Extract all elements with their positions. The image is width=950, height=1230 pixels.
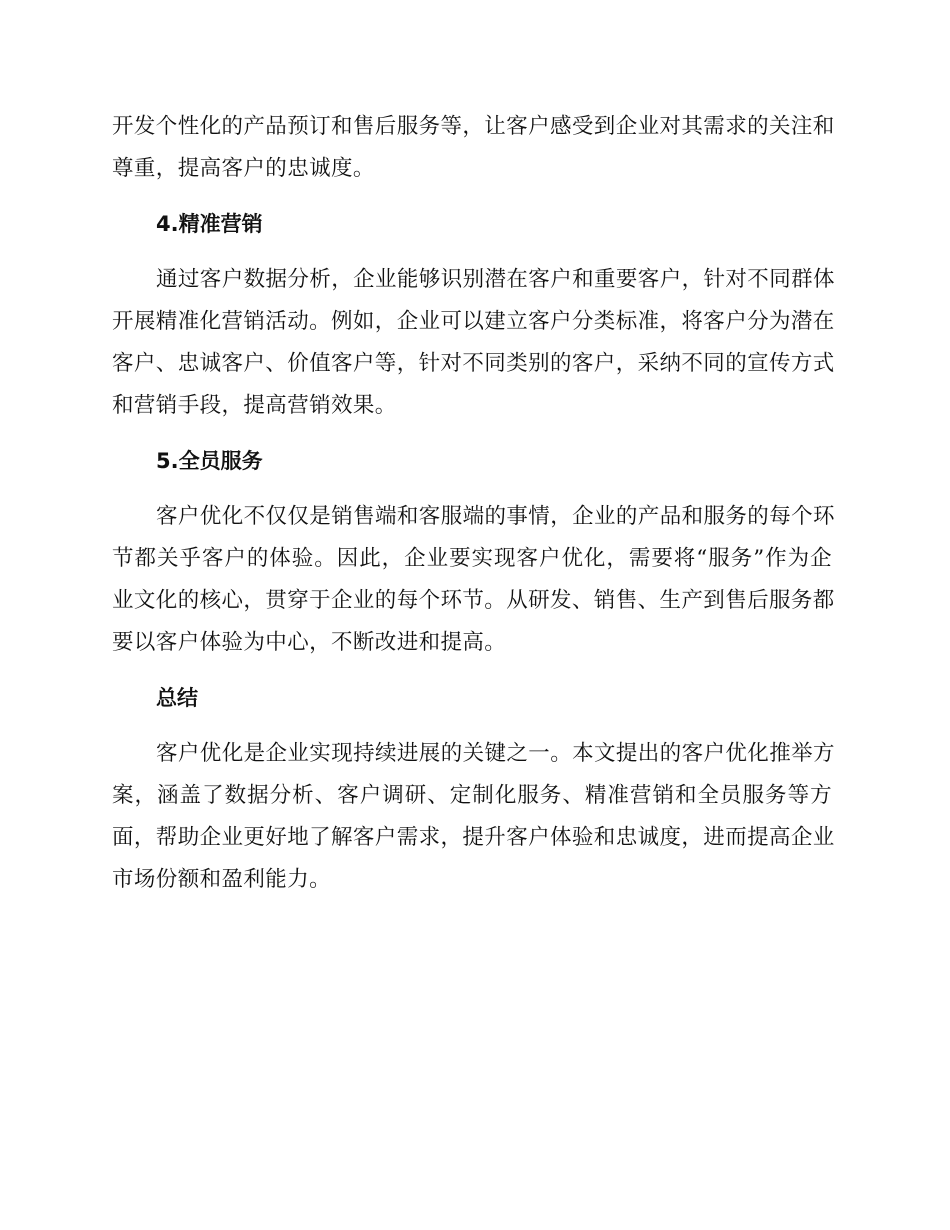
section-heading-summary: 总结 — [156, 686, 198, 710]
section-heading-precision-marketing: 4.精准营销 — [156, 212, 263, 236]
paragraph-line: 业文化的核心，贯穿于企业的每个环节。从研发、销售、生产到售后服务都 — [112, 588, 835, 613]
paragraph-line: 面，帮助企业更好地了解客户需求，提升客户体验和忠诚度，进而提高企业 — [112, 825, 835, 850]
paragraph-line: 开展精准化营销活动。例如，企业可以建立客户分类标准，将客户分为潜在 — [112, 309, 835, 334]
paragraph-line: 市场份额和盈利能力。 — [112, 867, 332, 892]
paragraph-line: 通过客户数据分析，企业能够识别潜在客户和重要客户，针对不同群体 — [156, 267, 835, 292]
paragraph-line: 尊重，提高客户的忠诚度。 — [112, 156, 375, 181]
paragraph-line: 案，涵盖了数据分析、客户调研、定制化服务、精准营销和全员服务等方 — [112, 783, 832, 808]
paragraph-line: 节都关乎客户的体验。因此，企业要实现客户优化，需要将“服务”作为企 — [112, 546, 832, 571]
paragraph-line: 开发个性化的产品预订和售后服务等，让客户感受到企业对其需求的关注和 — [112, 114, 835, 139]
paragraph-line: 要以客户体验为中心，不断改进和提高。 — [112, 630, 507, 655]
paragraph-line: 客户优化不仅仅是销售端和客服端的事情，企业的产品和服务的每个环 — [156, 504, 835, 529]
paragraph-line: 和营销手段，提高营销效果。 — [112, 393, 397, 418]
section-heading-full-service: 5.全员服务 — [156, 449, 263, 473]
paragraph-line: 客户、忠诚客户、价值客户等，针对不同类别的客户，采纳不同的宣传方式 — [112, 351, 835, 376]
paragraph-line: 客户优化是企业实现持续进展的关键之一。本文提出的客户优化推举方 — [156, 741, 835, 766]
